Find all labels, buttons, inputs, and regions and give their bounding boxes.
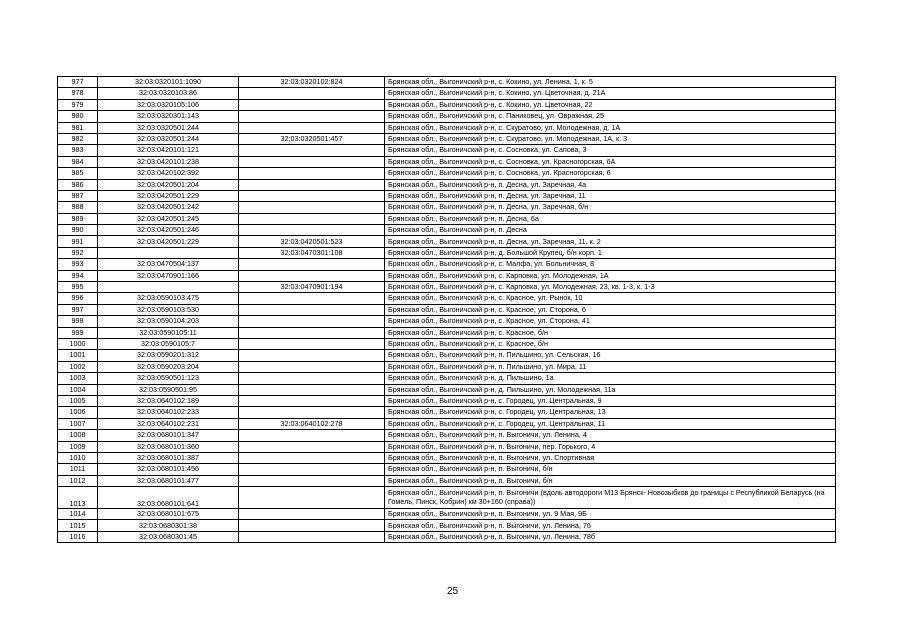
row-number-cell: 1008 xyxy=(58,430,98,441)
row-number-cell: 988 xyxy=(58,202,98,213)
linked-cadastral-number-cell: 32:03:0320501:457 xyxy=(239,133,385,144)
cadastral-number-cell: 32:03:0320501:244 xyxy=(98,122,239,133)
row-number-cell: 1009 xyxy=(58,441,98,452)
cadastral-number-cell: 32:03:0680101:675 xyxy=(98,509,239,520)
linked-cadastral-number-cell: 32:03:0320102:824 xyxy=(239,77,385,88)
cadastral-number-cell: 32:03:0320105:106 xyxy=(98,99,239,110)
table-row xyxy=(58,282,836,293)
row-number-cell: 1002 xyxy=(58,361,98,372)
linked-cadastral-number-cell xyxy=(239,475,385,486)
row-number-cell: 993 xyxy=(58,259,98,270)
table-row xyxy=(58,464,836,475)
address-cell: Брянская обл., Выгоничский р-н, с. Городец, ул. Центральная, 13 xyxy=(385,407,836,418)
table-row xyxy=(58,475,836,486)
linked-cadastral-number-cell xyxy=(239,88,385,99)
linked-cadastral-number-cell xyxy=(239,99,385,110)
address-cell: Брянская обл., Выгоничский р-н, с. Малфа, ул. Больничная, 8 xyxy=(385,259,836,270)
linked-cadastral-number-cell xyxy=(239,304,385,315)
table-row xyxy=(58,156,836,167)
table-row xyxy=(58,259,836,270)
row-number-cell: 985 xyxy=(58,168,98,179)
table-row xyxy=(58,509,836,520)
row-number-cell: 1016 xyxy=(58,531,98,542)
row-number-cell: 1011 xyxy=(58,464,98,475)
cadastral-number-cell: 32:03:0680101:456 xyxy=(98,464,239,475)
linked-cadastral-number-cell xyxy=(239,487,385,509)
address-cell: Брянская обл., Выгоничский р-н, п. Выгоничи (вдоль автодороги М13 Брянск- Новозыбков до границы с Республикой Беларусь (на Гомель, Пинск, Кобрин) км 30+160 (справа)) xyxy=(385,487,836,509)
address-cell: Брянская обл., Выгоничский р-н, с. Красное, ул. Сторона, 6 xyxy=(385,304,836,315)
cadastral-number-cell: 32:03:0420102:392 xyxy=(98,168,239,179)
cadastral-number-cell: 32:03:0590203:204 xyxy=(98,361,239,372)
linked-cadastral-number-cell: 32:03:0470301:108 xyxy=(239,247,385,258)
linked-cadastral-number-cell xyxy=(239,350,385,361)
address-cell: Брянская обл., Выгоничский р-н, с. Карповка, ул. Молодежная, 1А xyxy=(385,270,836,281)
table-row xyxy=(58,407,836,418)
cadastral-number-cell: 32:03:0320501:244 xyxy=(98,133,239,144)
address-cell: Брянская обл., Выгоничский р-н, с. Карповка, ул. Молодежная, 23, кв. 1-3, к. 1-3 xyxy=(385,282,836,293)
linked-cadastral-number-cell xyxy=(239,441,385,452)
row-number-cell: 995 xyxy=(58,282,98,293)
row-number-cell: 989 xyxy=(58,213,98,224)
row-number-cell: 997 xyxy=(58,304,98,315)
linked-cadastral-number-cell xyxy=(239,179,385,190)
row-number-cell: 982 xyxy=(58,133,98,144)
table-row xyxy=(58,430,836,441)
linked-cadastral-number-cell: 32:03:0640102:278 xyxy=(239,418,385,429)
cadastral-number-cell: 32:03:0420501:246 xyxy=(98,225,239,236)
table-row xyxy=(58,316,836,327)
row-number-cell: 1013 xyxy=(58,487,98,509)
cadastral-number-cell: 32:03:0590201:312 xyxy=(98,350,239,361)
address-cell: Брянская обл., Выгоничский р-н, с. Паниковец, ул. Овражная, 25 xyxy=(385,111,836,122)
address-cell: Брянская обл., Выгоничский р-н, с. Кокино, ул. Цветочная, д. 21А xyxy=(385,88,836,99)
cadastral-number-cell: 32:03:0640102:231 xyxy=(98,418,239,429)
address-cell: Брянская обл., Выгоничский р-н, с. Красное, б/н xyxy=(385,338,836,349)
linked-cadastral-number-cell xyxy=(239,509,385,520)
row-number-cell: 994 xyxy=(58,270,98,281)
address-cell: Брянская обл., Выгоничский р-н, п. Выгоничи, б/н xyxy=(385,475,836,486)
row-number-cell: 987 xyxy=(58,190,98,201)
cadastral-number-cell: 32:03:0590103:475 xyxy=(98,293,239,304)
linked-cadastral-number-cell xyxy=(239,111,385,122)
linked-cadastral-number-cell xyxy=(239,316,385,327)
address-cell: Брянская обл., Выгоничский р-н, с. Красное, ул. Сторона, 41 xyxy=(385,316,836,327)
table-row xyxy=(58,487,836,509)
table-row xyxy=(58,88,836,99)
cadastral-number-cell: 32:03:0680301:45 xyxy=(98,531,239,542)
table-row xyxy=(58,122,836,133)
row-number-cell: 977 xyxy=(58,77,98,88)
linked-cadastral-number-cell xyxy=(239,293,385,304)
address-cell: Брянская обл., Выгоничский р-н, с. Скуратово, ул. Молодежная, 1А, к. 3 xyxy=(385,133,836,144)
address-cell: Брянская обл., Выгоничский р-н, д. Пильшино, 1а xyxy=(385,373,836,384)
address-cell: Брянская обл., Выгоничский р-н, п. Десна, 6а xyxy=(385,213,836,224)
table-row xyxy=(58,133,836,144)
address-cell: Брянская обл., Выгоничский р-н, д. Большой Крупец, б/н корп. 1 xyxy=(385,247,836,258)
linked-cadastral-number-cell xyxy=(239,430,385,441)
cadastral-number-cell: 32:03:0420501:229 xyxy=(98,236,239,247)
cadastral-number-cell: 32:03:0680101:387 xyxy=(98,452,239,463)
row-number-cell: 1004 xyxy=(58,384,98,395)
cadastral-number-cell: 32:03:0680101:477 xyxy=(98,475,239,486)
row-number-cell: 1012 xyxy=(58,475,98,486)
table-row xyxy=(58,236,836,247)
cadastral-number-cell: 32:03:0590105:7 xyxy=(98,338,239,349)
table-row xyxy=(58,190,836,201)
table-row xyxy=(58,270,836,281)
linked-cadastral-number-cell xyxy=(239,361,385,372)
linked-cadastral-number-cell xyxy=(239,168,385,179)
table-row xyxy=(58,418,836,429)
linked-cadastral-number-cell xyxy=(239,145,385,156)
cadastral-number-cell xyxy=(98,247,239,258)
row-number-cell: 981 xyxy=(58,122,98,133)
cadastral-number-cell: 32:03:0470504:137 xyxy=(98,259,239,270)
row-number-cell: 1007 xyxy=(58,418,98,429)
cadastral-number-cell: 32:03:0420501:229 xyxy=(98,190,239,201)
registry-table xyxy=(57,76,836,543)
cadastral-number-cell: 32:03:0640102:189 xyxy=(98,395,239,406)
table-row xyxy=(58,168,836,179)
table-row xyxy=(58,202,836,213)
row-number-cell: 990 xyxy=(58,225,98,236)
address-cell: Брянская обл., Выгоничский р-н, д. Пильшино, ул. Молодежная, 11а xyxy=(385,384,836,395)
cadastral-number-cell: 32:03:0320301:143 xyxy=(98,111,239,122)
cadastral-number-cell: 32:03:0590501:123 xyxy=(98,373,239,384)
row-number-cell: 979 xyxy=(58,99,98,110)
table-row xyxy=(58,373,836,384)
table-row xyxy=(58,213,836,224)
cadastral-number-cell xyxy=(98,282,239,293)
row-number-cell: 1001 xyxy=(58,350,98,361)
row-number-cell: 1014 xyxy=(58,509,98,520)
row-number-cell: 983 xyxy=(58,145,98,156)
table-row xyxy=(58,452,836,463)
cadastral-number-cell: 32:03:0590104:203 xyxy=(98,316,239,327)
address-cell: Брянская обл., Выгоничский р-н, с. Кокино, ул. Ленина, 1, к. 5 xyxy=(385,77,836,88)
linked-cadastral-number-cell xyxy=(239,225,385,236)
row-number-cell: 984 xyxy=(58,156,98,167)
cadastral-number-cell: 32:03:0470901:166 xyxy=(98,270,239,281)
table-row xyxy=(58,77,836,88)
table-row xyxy=(58,99,836,110)
cadastral-number-cell: 32:03:0680101:641 xyxy=(98,487,239,509)
page-number: 25 xyxy=(446,586,459,597)
address-cell: Брянская обл., Выгоничский р-н, с. Красное, ул. Рынок, 10 xyxy=(385,293,836,304)
cadastral-number-cell: 32:03:0680101:360 xyxy=(98,441,239,452)
row-number-cell: 1005 xyxy=(58,395,98,406)
address-cell: Брянская обл., Выгоничский р-н, с. Городец, ул. Центральная, 9 xyxy=(385,395,836,406)
cadastral-number-cell: 32:03:0420101:238 xyxy=(98,156,239,167)
row-number-cell: 1003 xyxy=(58,373,98,384)
linked-cadastral-number-cell xyxy=(239,531,385,542)
table-row xyxy=(58,384,836,395)
address-cell: Брянская обл., Выгоничский р-н, п. Пильшино, ул. Сельская, 16 xyxy=(385,350,836,361)
address-cell: Брянская обл., Выгоничский р-н, с. Красное, б/н xyxy=(385,327,836,338)
row-number-cell: 1010 xyxy=(58,452,98,463)
linked-cadastral-number-cell xyxy=(239,202,385,213)
table-row xyxy=(58,327,836,338)
cadastral-number-cell: 32:03:0590501:95 xyxy=(98,384,239,395)
linked-cadastral-number-cell: 32:03:0420501:523 xyxy=(239,236,385,247)
table-row xyxy=(58,441,836,452)
row-number-cell: 998 xyxy=(58,316,98,327)
cadastral-number-cell: 32:03:0320101:1090 xyxy=(98,77,239,88)
address-cell: Брянская обл., Выгоничский р-н, п. Десна xyxy=(385,225,836,236)
linked-cadastral-number-cell xyxy=(239,122,385,133)
linked-cadastral-number-cell: 32:03:0470901:194 xyxy=(239,282,385,293)
linked-cadastral-number-cell xyxy=(239,327,385,338)
address-cell: Брянская обл., Выгоничский р-н, п. Десна, ул. Заречная, б/н xyxy=(385,202,836,213)
address-cell: Брянская обл., Выгоничский р-н, п. Выгоничи, ул. 9 Мая, 9Б xyxy=(385,509,836,520)
linked-cadastral-number-cell xyxy=(239,259,385,270)
table-row xyxy=(58,225,836,236)
address-cell: Брянская обл., Выгоничский р-н, п. Выгоничи, ул. Спортивная xyxy=(385,452,836,463)
linked-cadastral-number-cell xyxy=(239,464,385,475)
row-number-cell: 986 xyxy=(58,179,98,190)
cadastral-number-cell: 32:03:0420501:242 xyxy=(98,202,239,213)
table-row xyxy=(58,531,836,542)
address-cell: Брянская обл., Выгоничский р-н, с. Городец, ул. Центральная, 11 xyxy=(385,418,836,429)
cadastral-number-cell: 32:03:0640102:233 xyxy=(98,407,239,418)
row-number-cell: 992 xyxy=(58,247,98,258)
table-row xyxy=(58,338,836,349)
row-number-cell: 980 xyxy=(58,111,98,122)
address-cell: Брянская обл., Выгоничский р-н, п. Десна, ул. Заречная, 11, к. 2 xyxy=(385,236,836,247)
cadastral-number-cell: 32:03:0590103:530 xyxy=(98,304,239,315)
row-number-cell: 996 xyxy=(58,293,98,304)
cadastral-number-cell: 32:03:0420501:245 xyxy=(98,213,239,224)
row-number-cell: 991 xyxy=(58,236,98,247)
table-row xyxy=(58,111,836,122)
linked-cadastral-number-cell xyxy=(239,190,385,201)
linked-cadastral-number-cell xyxy=(239,395,385,406)
address-cell: Брянская обл., Выгоничский р-н, п. Десна, ул. Заречная, 4а xyxy=(385,179,836,190)
linked-cadastral-number-cell xyxy=(239,384,385,395)
linked-cadastral-number-cell xyxy=(239,270,385,281)
cadastral-number-cell: 32:03:0680301:38 xyxy=(98,520,239,531)
table-row xyxy=(58,293,836,304)
linked-cadastral-number-cell xyxy=(239,373,385,384)
address-cell: Брянская обл., Выгоничский р-н, п. Выгоничи, ул. Ленина, 4 xyxy=(385,430,836,441)
table-row xyxy=(58,179,836,190)
table-row xyxy=(58,145,836,156)
table-row xyxy=(58,304,836,315)
linked-cadastral-number-cell xyxy=(239,213,385,224)
row-number-cell: 999 xyxy=(58,327,98,338)
table-row xyxy=(58,520,836,531)
address-cell: Брянская обл., Выгоничский р-н, с. Скуратово, ул. Молодежная, д. 1А xyxy=(385,122,836,133)
row-number-cell: 1000 xyxy=(58,338,98,349)
address-cell: Брянская обл., Выгоничский р-н, с. Сосновка, ул. Красногорская, 6 xyxy=(385,168,836,179)
linked-cadastral-number-cell xyxy=(239,156,385,167)
address-cell: Брянская обл., Выгоничский р-н, п. Выгоничи, ул. Ленина, 78б xyxy=(385,531,836,542)
table-row xyxy=(58,350,836,361)
address-cell: Брянская обл., Выгоничский р-н, п. Пильшино, ул. Мира, 11 xyxy=(385,361,836,372)
address-cell: Брянская обл., Выгоничский р-н, с. Кокино, ул. Цветочная, 22 xyxy=(385,99,836,110)
cadastral-number-cell: 32:03:0590105:11 xyxy=(98,327,239,338)
address-cell: Брянская обл., Выгоничский р-н, п. Выгоничи, пер. Горького, 4 xyxy=(385,441,836,452)
address-cell: Брянская обл., Выгоничский р-н, п. Выгоничи, ул. Ленина, 76 xyxy=(385,520,836,531)
table-row xyxy=(58,247,836,258)
linked-cadastral-number-cell xyxy=(239,407,385,418)
cadastral-number-cell: 32:03:0420501:204 xyxy=(98,179,239,190)
address-cell: Брянская обл., Выгоничский р-н, п. Десна, ул. Заречная, 11 xyxy=(385,190,836,201)
linked-cadastral-number-cell xyxy=(239,520,385,531)
row-number-cell: 978 xyxy=(58,88,98,99)
registry-table-body xyxy=(58,77,836,543)
table-row xyxy=(58,395,836,406)
address-cell: Брянская обл., Выгоничский р-н, п. Выгоничи, б/н xyxy=(385,464,836,475)
address-cell: Брянская обл., Выгоничский р-н, с. Сосновка, ул. Красногорская, 6А xyxy=(385,156,836,167)
table-row xyxy=(58,361,836,372)
address-cell: Брянская обл., Выгоничский р-н, с. Сосновка, ул. Сапова, 3 xyxy=(385,145,836,156)
linked-cadastral-number-cell xyxy=(239,338,385,349)
cadastral-number-cell: 32:03:0680101:347 xyxy=(98,430,239,441)
row-number-cell: 1006 xyxy=(58,407,98,418)
linked-cadastral-number-cell xyxy=(239,452,385,463)
row-number-cell: 1015 xyxy=(58,520,98,531)
cadastral-number-cell: 32:03:0320103:86 xyxy=(98,88,239,99)
cadastral-number-cell: 32:03:0420101:121 xyxy=(98,145,239,156)
